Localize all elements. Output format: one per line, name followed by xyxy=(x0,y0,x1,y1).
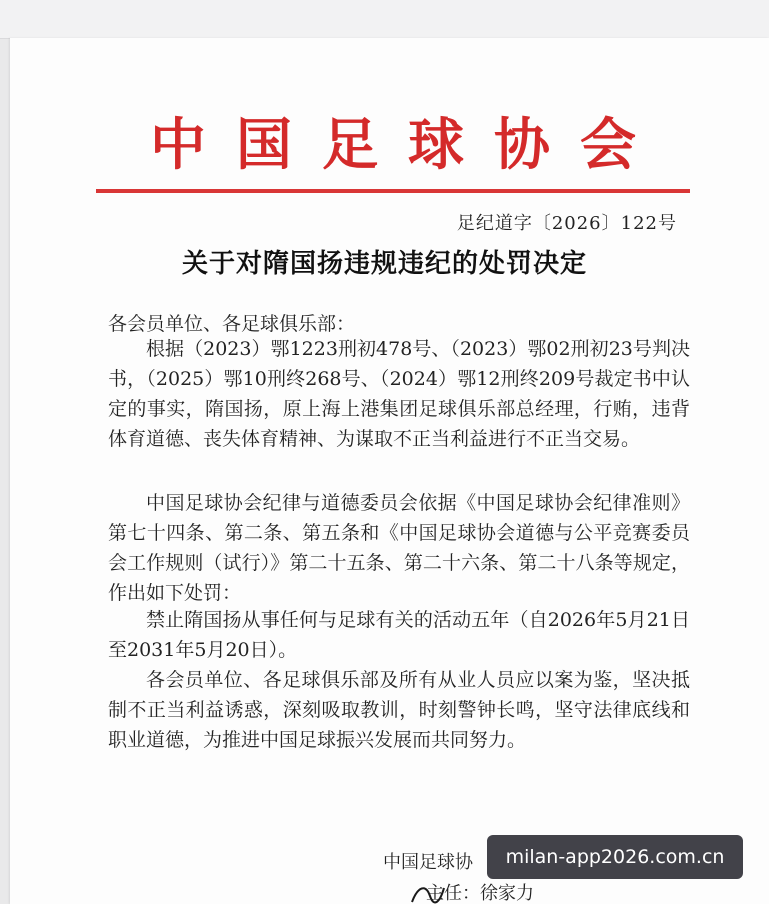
top-strip xyxy=(0,0,769,39)
document-number: 足纪道字〔2026〕122号 xyxy=(456,213,677,234)
paragraph-warning: 各会员单位、各足球俱乐部及所有从业人员应以案为鉴，坚决抵制不正当利益诱惑，深刻吸取教训，时刻警钟长鸣，坚守法律底线和职业道德，为推进中国足球振兴发展而共同努力。 xyxy=(108,669,690,751)
signature-organization: 中国足球协 xyxy=(383,852,473,873)
paragraph-facts: 根据（2023）鄂1223刑初478号、（2023）鄂02刑初23号判决书，（2025）鄂10刑终268号、（2024）鄂12刑终209号裁定书中认定的事实，隋国扬，原上海上港集团足球俱乐部总经理，行贿，违背体育道德、丧失体育精神、为谋取不正当利益进行不正当交易。 xyxy=(108,338,690,450)
masthead-title: 中国足球协会 xyxy=(150,112,666,178)
document-title: 关于对隋国扬违规违纪的处罚决定 xyxy=(181,249,587,279)
signature-director: 主任：徐家力 xyxy=(426,883,534,904)
salutation: 各会员单位、各足球俱乐部： xyxy=(108,313,356,335)
masthead-rule xyxy=(96,189,690,193)
paragraph-penalty: 禁止隋国扬从事任何与足球有关的活动五年（自2026年5月21日至2031年5月20日）。 xyxy=(108,609,690,661)
watermark-banner: milan-app2026.com.cn xyxy=(487,835,743,879)
paragraph-basis: 中国足球协会纪律与道德委员会依据《中国足球协会纪律准则》第七十四条、第二条、第五条和《中国足球协会道德与公平竞赛委员会工作规则（试行）》第二十五条、第二十六条、第二十八条等规定，作出如下处罚： xyxy=(108,492,690,604)
